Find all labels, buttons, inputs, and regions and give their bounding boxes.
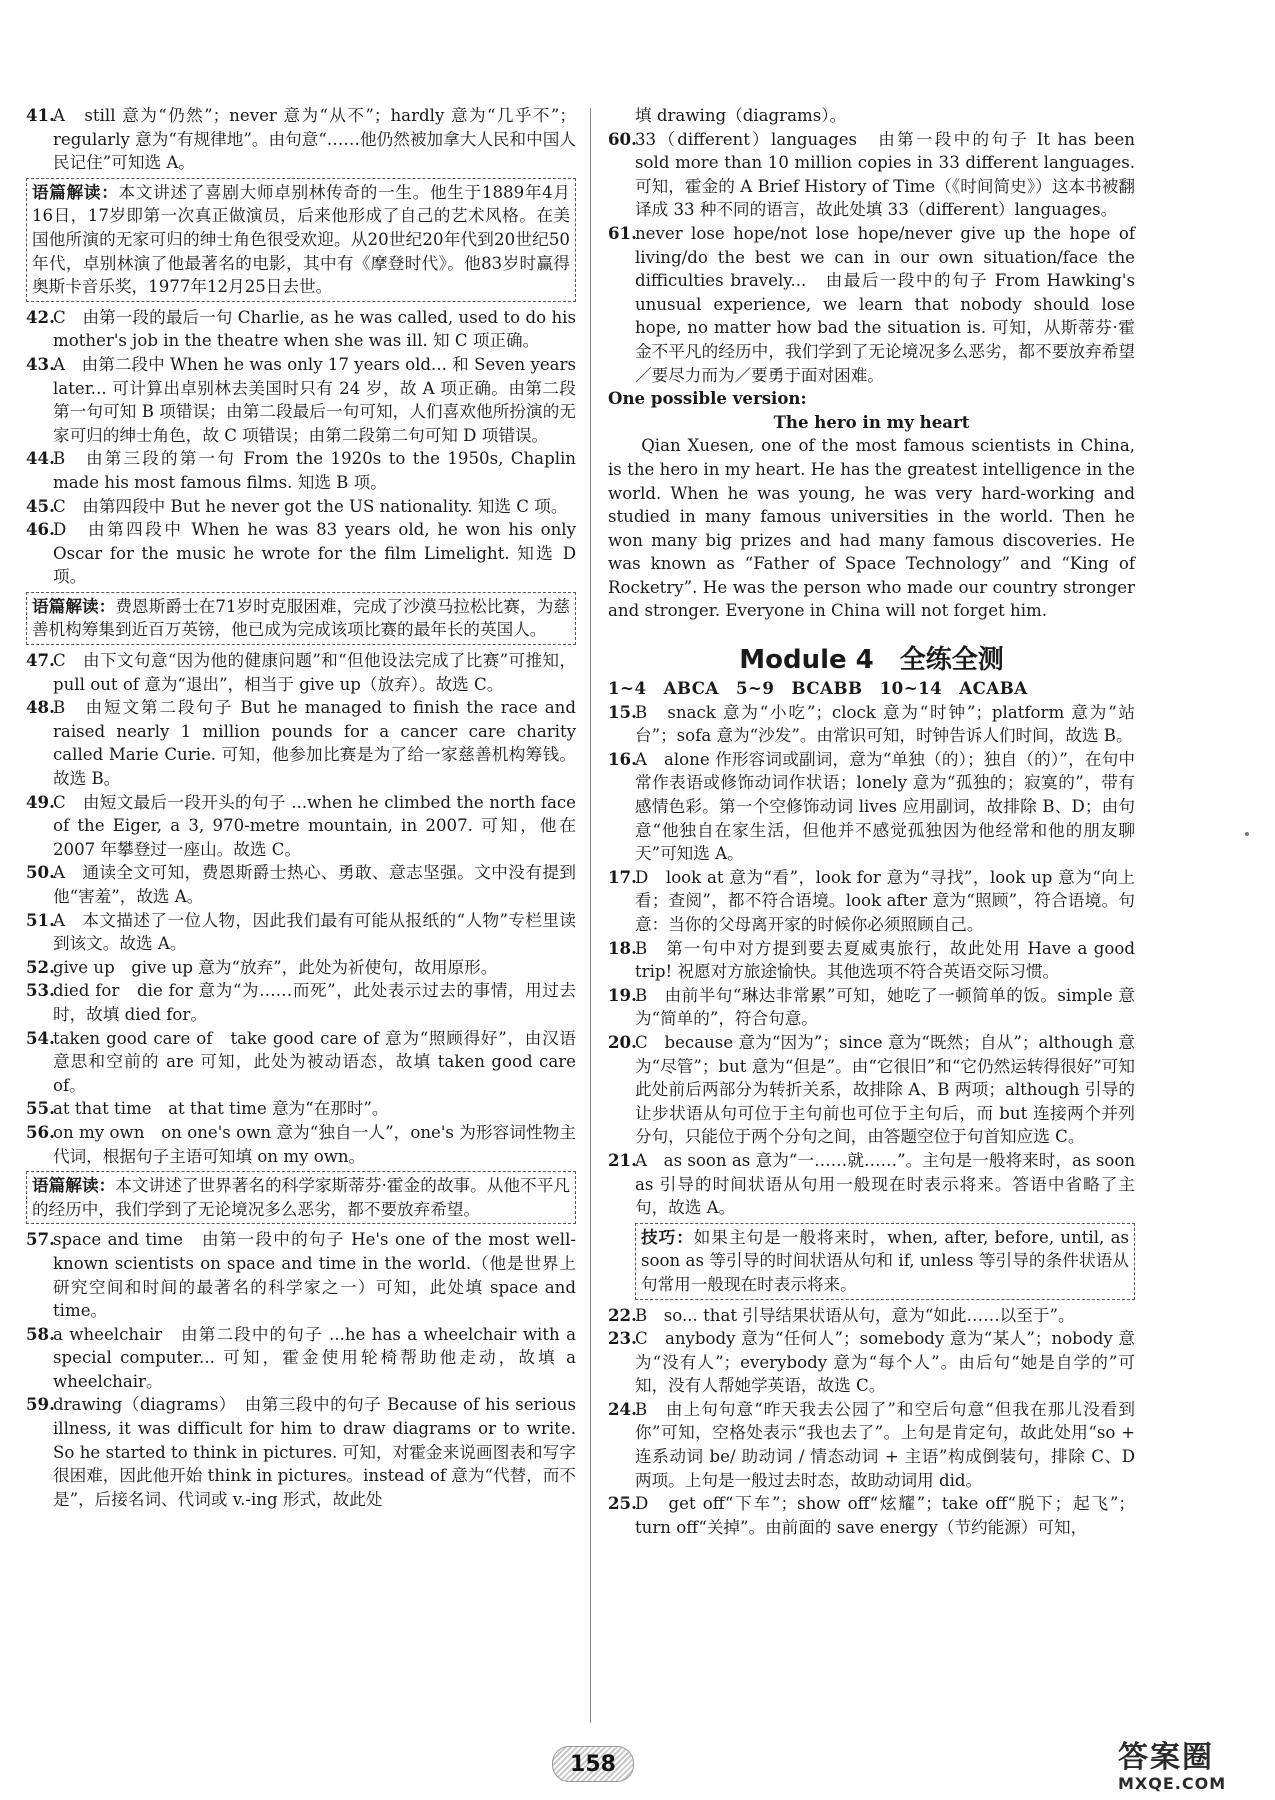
answer-number: 51. xyxy=(26,909,55,930)
answer-number: 22. xyxy=(608,1304,637,1325)
possible-version-heading: One possible version: xyxy=(608,388,807,409)
answer-text: C 由第四段中 But he never got the US nationality. 知选 C 项。 xyxy=(53,496,568,516)
answer-number: 16. xyxy=(608,748,637,769)
answer-number: 20. xyxy=(608,1031,637,1052)
answer-48 xyxy=(26,696,576,790)
answer-55 xyxy=(26,1097,576,1121)
scan-dot xyxy=(1245,832,1249,836)
passage-note-2 xyxy=(26,592,576,645)
essay-title: The hero in my heart xyxy=(773,411,970,432)
note-lead: 语篇解读： xyxy=(32,181,119,202)
answer-text: B so... that 引导结果状语从句，意为“如此……以至于”。 xyxy=(635,1305,1075,1325)
tip-box xyxy=(635,1223,1135,1300)
answer-text: at that time at that time 意为“在那时”。 xyxy=(53,1099,389,1119)
module-title: Module 4 全练全测 xyxy=(739,645,1004,676)
answer-text: D look at 意为“看”，look for 意为“寻找”，look up 意为“向上看；查阅”，都不符合语境。look after 意为“照顾”，符合语境。句意：当你的父母离开家的时候你必须照顾自己。 xyxy=(635,867,1135,934)
answer-number: 47. xyxy=(26,650,55,671)
answer-57 xyxy=(26,1228,576,1322)
answer-number: 44. xyxy=(26,448,55,469)
answer-text: A alone 作形容词或副词，意为“单独（的）；独自（的）”，在句中常作表语或修饰动词作状语；lonely 意为“孤独的；寂寞的”，带有感情色彩。第一个空修饰动词 lives 应用副词，故排除 B、D；由句意“他独自在家生活，但他并不感觉孤独因为他经常和他的朋友聊天”可知选 A。 xyxy=(635,749,1135,864)
answer-number: 52. xyxy=(26,956,55,977)
answer-text: A as soon as 意为“一……就……”。主句是一般将来时，as soon as 引导的时间状语从句用一般现在时表示将来。答语中省略了主句，故选 A。 xyxy=(635,1150,1135,1218)
answer-59 xyxy=(26,1393,576,1511)
answer-16 xyxy=(608,748,1135,866)
answer-24 xyxy=(608,1398,1135,1492)
answer-15 xyxy=(608,701,1135,748)
note-text: 本文讲述了世界著名的科学家斯蒂芬·霍金的故事。从他不平凡的经历中，我们学到了无论境况多么恶劣，都不要放弃希望。 xyxy=(32,1176,571,1219)
answer-text: C 由第一段的最后一句 Charlie, as he was called, used to do his mother's job in the theatre when she was ill. 知 C 项正确。 xyxy=(53,307,576,351)
answer-text: 填 drawing（diagrams）。 xyxy=(635,106,847,125)
answer-number: 15. xyxy=(608,701,637,722)
note-lead: 语篇解读： xyxy=(32,1175,116,1196)
answer-text: A still 意为“仍然”；never 意为“从不”；hardly 意为“几乎不”；regularly 意为“有规律地”。由句意“……他仍然被加拿大人民和中国人民记住”可知选 A。 xyxy=(53,106,576,173)
page-number: 158 xyxy=(552,1746,634,1782)
answer-number: 54. xyxy=(26,1027,55,1048)
answer-58 xyxy=(26,1323,576,1394)
answer-text: on my own on one's own 意为“独自一人”，one's 为形容词性物主代词，根据句子主语可知填 on my own。 xyxy=(53,1122,576,1166)
answer-54 xyxy=(26,1027,576,1098)
essay-body: Qian Xuesen, one of the most famous scientists in China, is the hero in my heart. He has the greatest intelligence in the world. When he was young, he was very hard-working and studied in many famous universities in the world. Then he won many big prizes and had many famous discoveries. He was known as “Father of Space Technology” and “King of Rocketry”. He was the person who made our country stronger and stronger. Everyone in China will not forget him. xyxy=(608,436,1135,621)
answer-text: A 通读全文可知，费恩斯爵士热心、勇敢、意志坚强。文中没有提到他“害羞”，故选 A。 xyxy=(53,863,576,906)
answer-text: B 第一句中对方提到要去夏威夷旅行，故此处用 Have a good trip! 祝愿对方旅途愉快。其他选项不符合英语交际习惯。 xyxy=(635,938,1135,982)
answer-number: 45. xyxy=(26,495,55,516)
answer-number: 17. xyxy=(608,866,637,887)
answer-number: 61. xyxy=(608,222,637,243)
answer-number: 23. xyxy=(608,1328,637,1349)
answer-41 xyxy=(26,104,576,175)
answer-text: B 由短文第二段句子 But he managed to finish the race and raised nearly 1 million pounds for a cancer care charity called Marie Curie. 可知，他参加比赛是为了给一家慈善机构筹钱。故选 B。 xyxy=(53,698,576,789)
answer-text: died for die for 意为“为……而死”，此处表示过去的事情，用过去时，故填 died for。 xyxy=(53,981,576,1024)
answer-number: 55. xyxy=(26,1098,55,1119)
answer-21 xyxy=(608,1149,1135,1220)
answer-text: B 由前半句“琳达非常累”可知，她吃了一顿简单的饭。simple 意为“简单的”，符合句意。 xyxy=(635,985,1135,1029)
answer-18 xyxy=(608,937,1135,984)
answer-46 xyxy=(26,518,576,589)
answer-25 xyxy=(608,1492,1135,1539)
left-column xyxy=(26,104,576,1511)
answer-number: 53. xyxy=(26,980,55,1001)
answer-number: 19. xyxy=(608,984,637,1005)
answer-42 xyxy=(26,306,576,353)
site-watermark-logo: 答案圈 MXQE.COM xyxy=(1118,1740,1227,1793)
answer-text: 33（different）languages 由第一段中的句子 It has been sold more than 10 million copies in 33 different languages. 可知，霍金的 A Brief History of Time（《时间简史》）这本书被翻译成 33 种不同的语言，故此处填 33（different）languages。 xyxy=(635,129,1135,220)
answer-number: 42. xyxy=(26,306,55,327)
answer-text: taken good care of take good care of 意为“照顾得好”，由汉语意思和空前的 are 可知，此处为被动语态，故填 taken good care of。 xyxy=(53,1028,576,1095)
answer-text: C 由下文句意“因为他的健康问题”和“但他设法完成了比赛”可推知，pull out of 意为“退出”，相当于 give up（放弃）。故选 C。 xyxy=(53,651,576,694)
answer-number: 58. xyxy=(26,1323,55,1344)
note-text: 本文讲述了喜剧大师卓别林传奇的一生。他生于1889年4月16日，17岁即第一次真正做演员，后来他形成了自己的艺术风格。在美国他所演的无家可归的绅士角色很受欢迎。从20世纪20年代到20世纪50年代，卓别林演了他最著名的电影，其中有《摩登时代》。他83岁时赢得奥斯卡音乐奖，1977年12月25日去世。 xyxy=(32,182,571,297)
answer-text: C because 意为“因为”；since 意为“既然；自从”；although 意为“尽管”；but 意为“但是”。由“它很旧”和“它仍然运转得很好”可知此处前后两部分为转折关系，故排除 A、B 两项；although 引导的让步状语从句可位于主句前也可位于主句后，而 but 连接两个并列分句，只能位于两个分句之间，由答题空位于句首知应选 C。 xyxy=(635,1032,1135,1147)
answer-text: B snack 意为“小吃”；clock 意为“时钟”；platform 意为“站台”；sofa 意为“沙发”。由常识可知，时钟告诉人们时间，故选 B。 xyxy=(635,702,1135,746)
answer-number: 25. xyxy=(608,1493,637,1514)
answer-60 xyxy=(608,128,1135,222)
answer-number: 57. xyxy=(26,1229,55,1250)
answer-number: 49. xyxy=(26,791,55,812)
answer-47 xyxy=(26,649,576,696)
answer-number: 24. xyxy=(608,1398,637,1419)
passage-note-3 xyxy=(26,1171,576,1224)
answer-61 xyxy=(608,222,1135,387)
answer-number: 50. xyxy=(26,862,55,883)
note-text: 费恩斯爵士在71岁时克服困难，完成了沙漠马拉松比赛，为慈善机构筹集到近百万英镑，他已成为完成该项比赛的最年长的英国人。 xyxy=(32,596,570,640)
tip-text: 如果主句是一般将来时，when, after, before, until, as soon as 等引导的时间状语从句和 if, unless 等引导的条件状语从句常用一般现在时表示将来。 xyxy=(641,1227,1129,1294)
answer-number: 41. xyxy=(26,105,55,125)
answer-text: a wheelchair 由第二段中的句子 ...he has a wheelchair with a special computer... 可知，霍金使用轮椅帮助他走动，故填 a wheelchair。 xyxy=(53,1324,576,1391)
answer-number: 60. xyxy=(608,128,637,149)
column-divider xyxy=(590,108,591,1723)
answer-44 xyxy=(26,447,576,494)
answer-53 xyxy=(26,979,576,1026)
answer-22 xyxy=(608,1304,1135,1328)
answer-text: A 由第二段中 When he was only 17 years old... 和 Seven years later... 可计算出卓别林去美国时只有 24 岁，故 A 项正确。由第二段第一句可知 B 项错误；由第二段最后一句可知，人们喜欢他所扮演的无家可归的绅士角色，故 C 项错误；由第二段第二句可知 D 项错误。 xyxy=(53,354,576,445)
answer-text: drawing（diagrams） 由第三段中的句子 Because of his serious illness, it was difficult for him to draw diagrams or to write. So he started to think in pictures. 可知，对霍金来说画图表和写字很困难，因此他开始 think in pictures。instead of 意为“代替，而不是”，后接名词、代词或 v.-ing 形式，故此处 xyxy=(53,1395,576,1509)
answer-number: 46. xyxy=(26,519,55,540)
note-lead: 语篇解读： xyxy=(32,595,116,616)
answer-49 xyxy=(26,791,576,862)
answer-text: give up give up 意为“放弃”，此处为祈使句，故用原形。 xyxy=(53,957,498,977)
answer-number: 48. xyxy=(26,697,55,718)
answer-52 xyxy=(26,956,576,980)
answer-text: D get off“下车”；show off“炫耀”；take off“脱下；起飞”；turn off“关掉”。由前面的 save energy（节约能源）可知， xyxy=(635,1494,1135,1537)
answer-text: D 由第四段中 When he was 83 years old, he won his only Oscar for the music he wrote for the film Limelight. 知选 D 项。 xyxy=(53,520,576,587)
answer-59-continued xyxy=(608,104,1135,128)
answer-text: B 由上句句意“昨天我去公园了”和空后句意“但我在那儿没看到你”可知，空格处表示“我也去了”。上句是肯定句，故此处用“so + 连系动词 be/ 助动词 / 情态动词 + 主语”构成倒装句，排除 C、D 两项。上句是一般过去时态，故助动词用 did。 xyxy=(635,1399,1135,1490)
answer-text: C anybody 意为“任何人”；somebody 意为“某人”；nobody 意为“没有人”；everybody 意为“每个人”。由后句“她是自学的”可知，没有人帮她学英语，故选 C。 xyxy=(635,1329,1135,1396)
answer-19 xyxy=(608,984,1135,1031)
answer-43 xyxy=(26,353,576,447)
answer-23 xyxy=(608,1327,1135,1398)
answer-50 xyxy=(26,861,576,908)
answer-number: 59. xyxy=(26,1394,55,1415)
answer-text: B 由第三段的第一句 From the 1920s to the 1950s, Chaplin made his most famous films. 知选 B 项。 xyxy=(53,449,576,492)
answer-45 xyxy=(26,495,576,519)
answer-56 xyxy=(26,1121,576,1168)
answer-17 xyxy=(608,866,1135,937)
answer-text: space and time 由第一段中的句子 He's one of the most well-known scientists on space and time in the world.（他是世界上研究空间和时间的最著名的科学家之一）可知，此处填 space and time。 xyxy=(53,1230,576,1321)
answer-text: A 本文描述了一位人物，因此我们最有可能从报纸的“人物”专栏里读到该文。故选 A。 xyxy=(53,910,576,954)
passage-note-1 xyxy=(26,178,576,302)
answer-text: C 由短文最后一段开头的句子 ...when he climbed the north face of the Eiger, a 3, 970-metre mountain, in 2007. 可知，他在 2007 年攀登过一座山。故选 C。 xyxy=(53,792,576,859)
right-column xyxy=(608,104,1135,1539)
answer-20 xyxy=(608,1031,1135,1149)
answer-number: 21. xyxy=(608,1149,637,1170)
answer-51 xyxy=(26,909,576,956)
tip-lead: 技巧： xyxy=(641,1226,694,1247)
answer-text: never lose hope/not lose hope/never give up the hope of living/do the best we can in our own situation/face the difficulties bravely... 由最后一段中的句子 From Hawking's unusual experience, we learn that nobody should lose hope, no matter how bad the situation is. 可知，从斯蒂芬·霍金不平凡的经历中，我们学到了无论境况多么恶劣，都不要放弃希望／要尽力而为／要勇于面对困难。 xyxy=(635,223,1135,385)
answer-number: 18. xyxy=(608,937,637,958)
answer-keys: 1~4 ABCA 5~9 BCABB 10~14 ACABA xyxy=(608,678,1028,699)
answer-number: 56. xyxy=(26,1121,55,1142)
answer-number: 43. xyxy=(26,353,55,374)
